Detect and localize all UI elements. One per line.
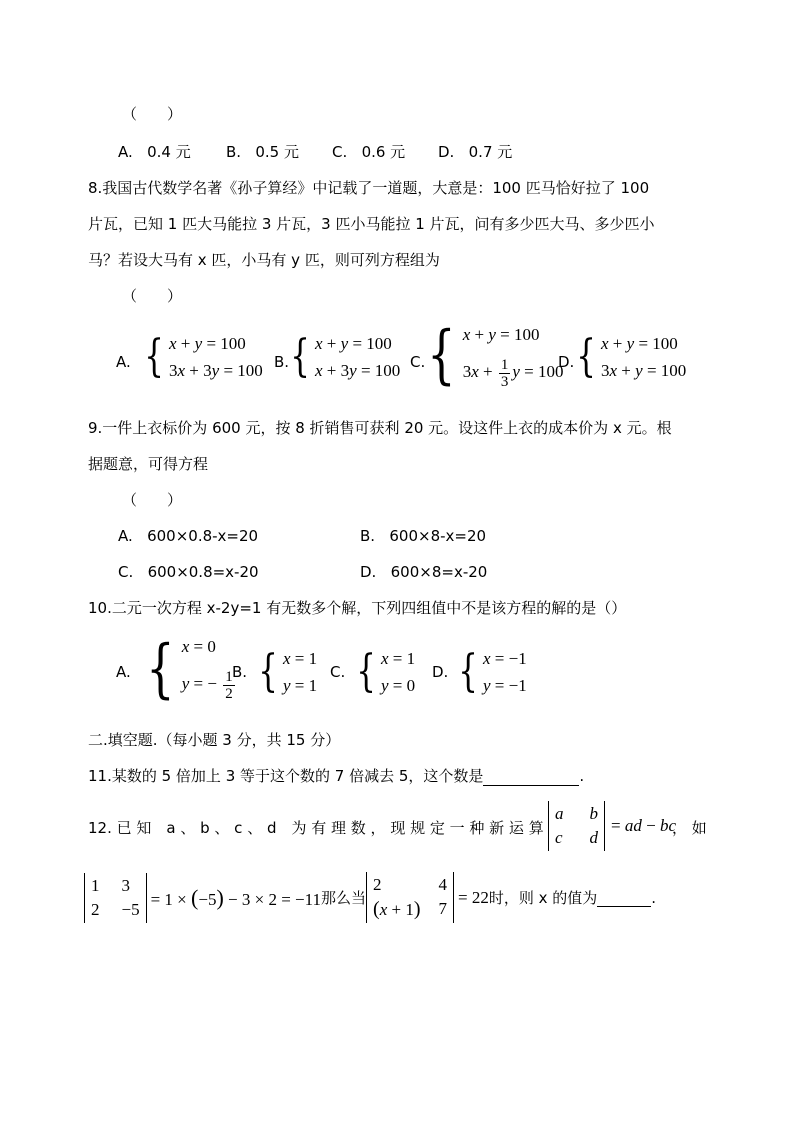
q10-system-c: { x = 1 y = 0: [356, 646, 416, 697]
q8-line-3: 马？若设大马有 x 匹，小马有 y 匹，则可列方程组为: [88, 251, 440, 269]
q8-label-d: D.: [558, 353, 575, 371]
q9-option-d: D. 600×8=x-20: [360, 563, 488, 581]
q12-equation-determinant: 2 4 (x + 1) 7: [366, 872, 454, 923]
q10-system-a: { x = 0 y = − $\frac{1}{2}$: [146, 632, 233, 706]
q8-line-2: 片瓦，已知 1 匹大马能拉 3 片瓦，3 匹小马能拉 1 片瓦，问有多少匹大马、多少匹小: [88, 215, 655, 233]
q8-label-b: B.: [274, 353, 290, 371]
q10-system-d: { x = −1 y = −1: [458, 646, 527, 697]
q8-line-1: 8.我国古代数学名著《孙子算经》中记载了一道题，大意是：100 匹马恰好拉了 100: [88, 179, 650, 197]
q8-label-c: C.: [410, 353, 426, 371]
q7-option-a: A. 0.4 元: [118, 143, 191, 161]
q10-label-d: D.: [432, 663, 449, 681]
q12-example-determinant: 1 3 2 −5: [84, 873, 147, 923]
q8-label-a: A.: [116, 353, 131, 371]
q8-system-c: { x + y = 100 3x + $\frac{1}{3}$ y = 100: [427, 318, 564, 392]
q7-option-b: B. 0.5 元: [226, 143, 299, 161]
q9-paren: （ ）: [122, 491, 183, 509]
q11-text: 11.某数的 5 倍加上 3 等于这个数的 7 倍减去 5，这个数是 .: [88, 767, 585, 785]
section-2-title: 二.填空题.（每小题 3 分，共 15 分）: [88, 731, 341, 749]
q12-answer-blank[interactable]: [597, 888, 651, 907]
q10-label-b: B.: [232, 663, 248, 681]
q8-system-a: { x + y = 100 3x + 3y = 100: [144, 331, 263, 382]
q8-system-d: { x + y = 100 3x + y = 100: [576, 331, 687, 382]
q8-paren: （ ）: [122, 287, 183, 305]
q8-system-b: { x + y = 100 x + 3y = 100: [290, 331, 401, 382]
q9-option-b: B. 600×8-x=20: [360, 527, 487, 545]
q10-label-c: C.: [330, 663, 346, 681]
q7-option-d: D. 0.7 元: [438, 143, 513, 161]
q9-line-1: 9.一件上衣标价为 600 元，按 8 折销售可获利 20 元。设这件上衣的成本价为 x 元。根: [88, 419, 672, 437]
q12-line-2: 1 3 2 −5 = 1 × (−5) − 3 × 2 = −11 那么当 2 4 (x + 1) 7 = 22 时，则 x 的值为 .: [84, 872, 656, 923]
q12-line-1-end: ， 如: [672, 819, 707, 837]
q9-line-2: 据题意，可得方程: [88, 455, 209, 473]
q12-definition: a b c d = ad − bc: [548, 801, 676, 851]
q7-option-c: C. 0.6 元: [332, 143, 406, 161]
q9-option-c: C. 600×0.8=x-20: [118, 563, 259, 581]
q10-label-a: A.: [116, 663, 131, 681]
q11-answer-blank[interactable]: [483, 767, 579, 786]
q10-system-b: { x = 1 y = 1: [258, 646, 318, 697]
q7-paren: （ ）: [122, 105, 183, 123]
q10-line-1: 10.二元一次方程 x-2y=1 有无数多个解，下列四组值中不是该方程的解的是（）: [88, 599, 627, 617]
q12-line-1: 12. 已 知 a 、 b 、 c 、 d 为 有 理 数 ， 现 规 定 一 种 新 运 算: [88, 819, 544, 837]
q9-option-a: A. 600×0.8-x=20: [118, 527, 259, 545]
